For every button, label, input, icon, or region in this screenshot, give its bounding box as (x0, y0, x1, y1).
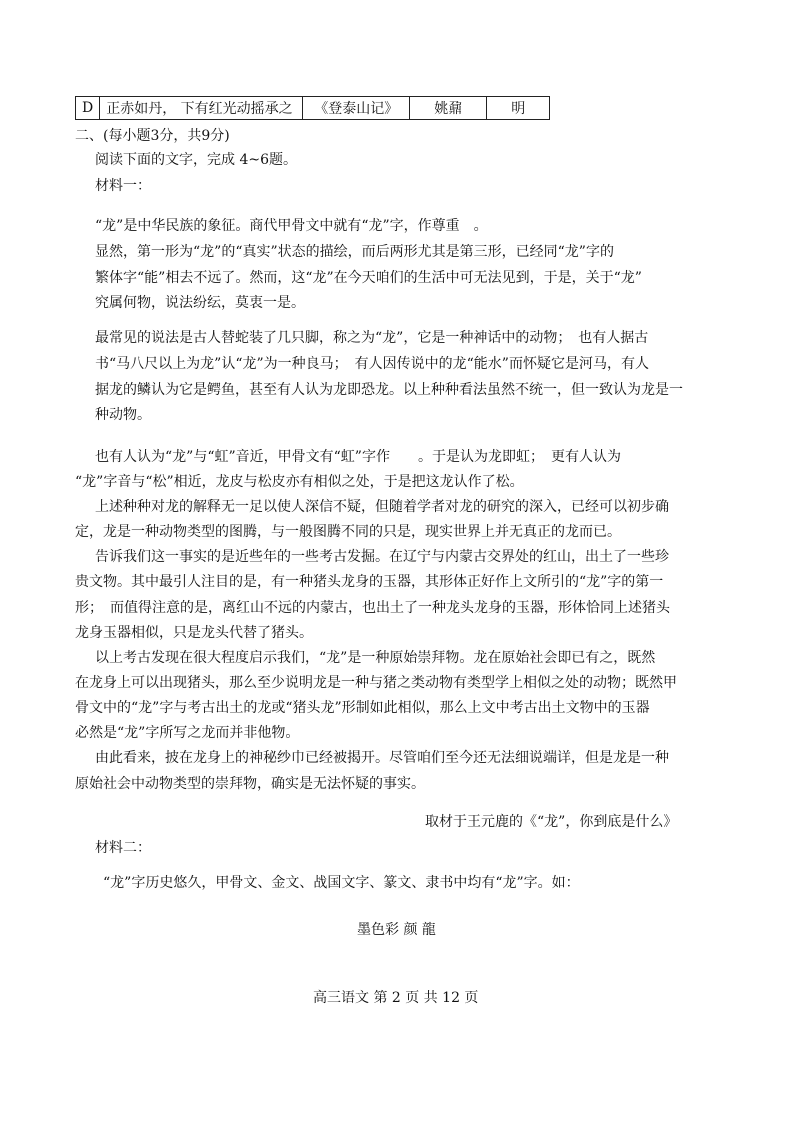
material2-label: 材料二： (95, 840, 151, 856)
option-sentence: 正赤如丹， 下有红光动摇承之 (100, 97, 303, 120)
glyph-examples: 墨色彩 颜 龍 (357, 922, 436, 938)
paragraph-line: 形； 而值得注意的是，离红山不远的内蒙古，也出土了一种龙头龙身的玉器，形体恰同上述猪头 (75, 600, 670, 616)
section-heading: 二、(每小题3分，共9分) (75, 128, 230, 144)
paragraph-line: 骨文中的“龙”字与考古出土的龙或“猪头龙”形制如此相似，那么上文中考古出土文物中的玉器 (75, 700, 650, 716)
option-author: 姚鼐 (410, 97, 487, 120)
answer-option-table (75, 96, 550, 120)
paragraph-line: 告诉我们这一事实的是近些年的一些考古发掘。在辽宁与内蒙古交界处的红山，出土了一些珍 (95, 549, 669, 565)
paragraph-line: 以上考古发现在很大程度启示我们，“龙”是一种原始崇拜物。龙在原始社会即已有之，既然 (95, 650, 656, 666)
material1-source: 取材于王元鹿的《“龙”，你到底是什么》 (425, 814, 678, 830)
section-instruction: 阅读下面的文字，完成 4~6题。 (95, 152, 297, 168)
paragraph-line: “龙”是中华民族的象征。商代甲骨文中就有“龙”字，作尊重 。 (95, 218, 488, 234)
paragraph-line: 书“马八尺以上为龙”认“龙”为一种良马； 有人因传说中的龙“能水”而怀疑它是河马，有人 (95, 356, 649, 372)
paragraph-line: 必然是“龙”字所写之龙而并非他物。 (75, 725, 300, 741)
page-footer: 高三语文 第 2 页 共 12 页 (313, 990, 479, 1006)
option-row-d (76, 97, 550, 120)
paragraph-line: 最常见的说法是古人替蛇装了几只脚，称之为“龙”，它是一种神话中的动物； 也有人据古 (95, 330, 649, 346)
paragraph-line: 也有人认为“龙”与“虹”音近，甲骨文有“虹”字作 。于是认为龙即虹； 更有人认为 (95, 449, 621, 465)
material1-label: 材料一： (95, 178, 151, 194)
paragraph-line: 龙身玉器相似，只是龙头代替了猪头。 (75, 625, 313, 641)
paragraph-line: 上述种种对龙的解释无一足以使人深信不疑，但随着学者对龙的研究的深入，已经可以初步确 (95, 499, 669, 515)
paragraph-line: 种动物。 (95, 407, 151, 423)
paragraph-line: 由此看来，披在龙身上的神秘纱巾已经被揭开。尽管咱们至今还无法细说端详，但是龙是一种 (95, 750, 669, 766)
paragraph-line: 显然，第一形为“龙”的“真实”状态的描绘，而后两形尤其是第三形，已经同“龙”字的 (95, 244, 614, 260)
option-dynasty: 明 (487, 97, 550, 120)
paragraph-line: 定，龙是一种动物类型的图腾，与一般图腾不同的只是，现实世界上并无真正的龙而已。 (75, 524, 621, 540)
paragraph-line: 原始社会中动物类型的崇拜物，确实是无法怀疑的事实。 (75, 776, 425, 792)
option-letter: D (76, 97, 100, 120)
paragraph-line: 究属何物，说法纷纭，莫衷一是。 (95, 295, 305, 311)
paragraph-line: 据龙的鳞认为它是鳄鱼，甚至有人认为龙即恐龙。以上种种看法虽然不统一，但一致认为龙是一 (95, 382, 683, 398)
paragraph-line: 在龙身上可以出现猪头，那么至少说明龙是一种与猪之类动物有类型学上相似之处的动物；既然甲 (75, 675, 677, 691)
material2-text: “龙”字历史悠久，甲骨文、金文、战国文字、篆文、隶书中均有“龙”字。如： (103, 875, 580, 891)
paragraph-line: 贵文物。其中最引人注目的是，有一种猪头龙身的玉器，其形体正好作上文所引的“龙”字的第一 (75, 574, 664, 590)
paragraph-line: “龙”字音与“松”相近，龙皮与松皮亦有相似之处，于是把这龙认作了松。 (75, 474, 524, 490)
option-source: 《登泰山记》 (303, 97, 410, 120)
paragraph-line: 繁体字“能”相去不远了。然而，这“龙”在今天咱们的生活中可无法见到，于是，关于“龙” (95, 270, 642, 286)
